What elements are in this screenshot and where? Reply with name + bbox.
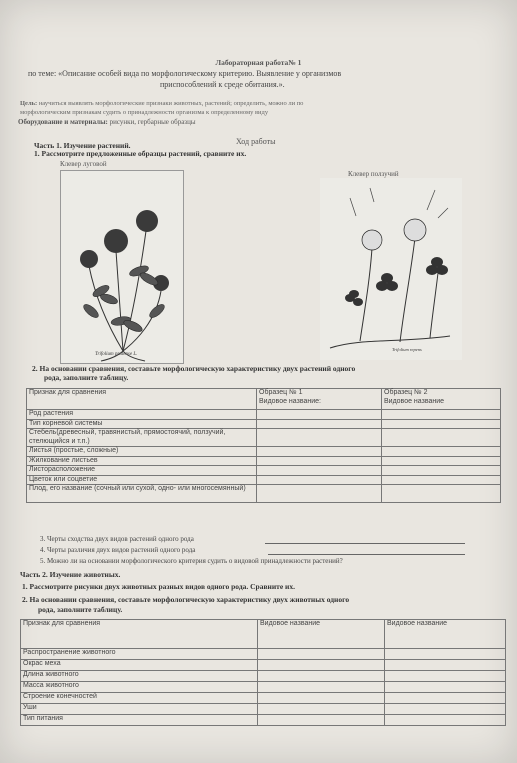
goal-line-1 <box>20 100 303 107</box>
answer-cell[interactable] <box>385 704 506 715</box>
answer-cell[interactable] <box>257 456 382 466</box>
table-row <box>21 649 506 660</box>
equipment-text: рисунки, гербарные образцы <box>109 118 196 126</box>
topic-line-1: по теме: «Описание особей вида по морфологическому критерию. Выявление у организмов <box>28 69 342 78</box>
table-row <box>21 660 506 671</box>
part2-task2-line2: рода, заполните таблицу. <box>38 605 123 614</box>
part1-heading: Часть 1. Изучение растений. <box>34 141 131 150</box>
question-3: 3. Черты сходства двух видов растений одного рода <box>40 535 194 543</box>
answer-cell[interactable] <box>257 419 382 429</box>
answer-cell[interactable] <box>385 649 506 660</box>
answer-cell[interactable] <box>385 671 506 682</box>
goal-label: Цель: <box>20 100 38 107</box>
header-cell: Видовое название <box>258 620 385 649</box>
row-label: Листорасположение <box>27 466 257 476</box>
answer-cell[interactable] <box>382 466 501 476</box>
row-label: Листья (простые, сложные) <box>27 447 257 457</box>
table-row <box>27 466 501 476</box>
part2-task2-line1: 2. На основании сравнения, составьте морфологическую характеристику двух животных одного <box>22 595 350 604</box>
answer-cell[interactable] <box>385 682 506 693</box>
table-row <box>27 447 501 457</box>
answer-cell[interactable] <box>258 715 385 726</box>
animals-comparison-table <box>20 619 506 726</box>
answer-cell[interactable] <box>258 693 385 704</box>
answer-cell[interactable] <box>382 419 501 429</box>
answer-cell[interactable] <box>385 660 506 671</box>
part1-task1: 1. Рассмотрите предложенные образцы растений, сравните их. <box>34 149 247 158</box>
plant1-caption: Клевер луговой <box>60 160 107 168</box>
header-cell: Видовое название <box>385 620 506 649</box>
header-cell: Образец № 2 Видовое название <box>382 389 501 410</box>
table-row <box>27 429 501 447</box>
table-row <box>27 475 501 485</box>
answer-cell[interactable] <box>382 447 501 457</box>
header-cell: Признак для сравнения <box>21 620 258 649</box>
table-header-row <box>27 389 501 410</box>
red-clover-illustration <box>60 170 184 364</box>
answer-cell[interactable] <box>257 485 382 503</box>
question-5: 5. Можно ли на основании морфологического критерия судить о видовой принадлежности растений? <box>40 557 343 565</box>
table-row <box>27 485 501 503</box>
answer-line-4[interactable] <box>268 554 465 555</box>
row-label: Плод, его название (сочный или сухой, одно- или многосемянный) <box>27 485 257 503</box>
goal-line-2: морфологическим признакам судить о принадлежности организма к определенному виду <box>20 109 269 116</box>
answer-cell[interactable] <box>257 466 382 476</box>
part2-task1: 1. Рассмотрите рисунки двух животных разных видов одного рода. Сравните их. <box>22 582 295 591</box>
table-row <box>27 456 501 466</box>
plant1-latin-name: Trifolium pratense L. <box>95 352 138 357</box>
header-cell: Образец № 1 Видовое название: <box>257 389 382 410</box>
red-clover-drawing <box>61 171 183 363</box>
question-4: 4. Черты различия двух видов растений одного рода <box>40 546 196 554</box>
answer-cell[interactable] <box>258 671 385 682</box>
table-row <box>21 693 506 704</box>
answer-cell[interactable] <box>258 649 385 660</box>
row-label: Тип питания <box>21 715 258 726</box>
answer-cell[interactable] <box>257 447 382 457</box>
row-label: Род растения <box>27 410 257 420</box>
goal-text-1: научиться выявлять морфологические признаки животных, растений; определить, можно ли по <box>38 100 304 107</box>
answer-cell[interactable] <box>385 715 506 726</box>
answer-cell[interactable] <box>258 682 385 693</box>
answer-cell[interactable] <box>385 693 506 704</box>
answer-cell[interactable] <box>258 660 385 671</box>
equipment-line <box>18 118 196 126</box>
topic-line-2: приспособлений к среде обитания.». <box>160 80 285 89</box>
answer-cell[interactable] <box>257 429 382 447</box>
row-label: Стебель(древесный, травянистый, прямостоячий, ползучий, стелющийся и т.п.) <box>27 429 257 447</box>
row-label: Тип корневой системы <box>27 419 257 429</box>
table-row <box>21 671 506 682</box>
worksheet-title: Лабораторная работа№ 1 <box>215 58 302 67</box>
white-clover-drawing <box>320 178 462 360</box>
part1-task2-line2: рода, заполните таблицу. <box>44 373 129 382</box>
row-label: Строение конечностей <box>21 693 258 704</box>
answer-cell[interactable] <box>258 704 385 715</box>
plant2-latin-name: Trifolium repens <box>392 347 422 352</box>
answer-cell[interactable] <box>382 410 501 420</box>
answer-line-3[interactable] <box>265 543 465 544</box>
answer-cell[interactable] <box>382 485 501 503</box>
row-label: Масса животного <box>21 682 258 693</box>
row-label: Длина животного <box>21 671 258 682</box>
table-row <box>27 419 501 429</box>
table-header-row <box>21 620 506 649</box>
equipment-label: Оборудование и материалы: <box>18 118 108 126</box>
row-label: Цветок или соцветие <box>27 475 257 485</box>
table-row <box>27 410 501 420</box>
row-label: Уши <box>21 704 258 715</box>
answer-cell[interactable] <box>382 456 501 466</box>
plants-comparison-table <box>26 388 501 503</box>
row-label: Распространение животного <box>21 649 258 660</box>
answer-cell[interactable] <box>382 429 501 447</box>
row-label: Жилкование листьев <box>27 456 257 466</box>
answer-cell[interactable] <box>257 410 382 420</box>
answer-cell[interactable] <box>382 475 501 485</box>
answer-cell[interactable] <box>257 475 382 485</box>
part2-heading: Часть 2. Изучение животных. <box>20 570 121 579</box>
progress-heading: Ход работы <box>236 137 276 146</box>
part1-task2-line1: 2. На основании сравнения, составьте морфологическую характеристику двух растений одного <box>32 364 356 373</box>
row-label: Окрас меха <box>21 660 258 671</box>
table-row <box>21 704 506 715</box>
header-cell: Признак для сравнения <box>27 389 257 410</box>
plant2-caption: Клевер ползучий <box>348 170 399 178</box>
table-row <box>21 715 506 726</box>
white-clover-illustration <box>320 178 462 360</box>
table-row <box>21 682 506 693</box>
